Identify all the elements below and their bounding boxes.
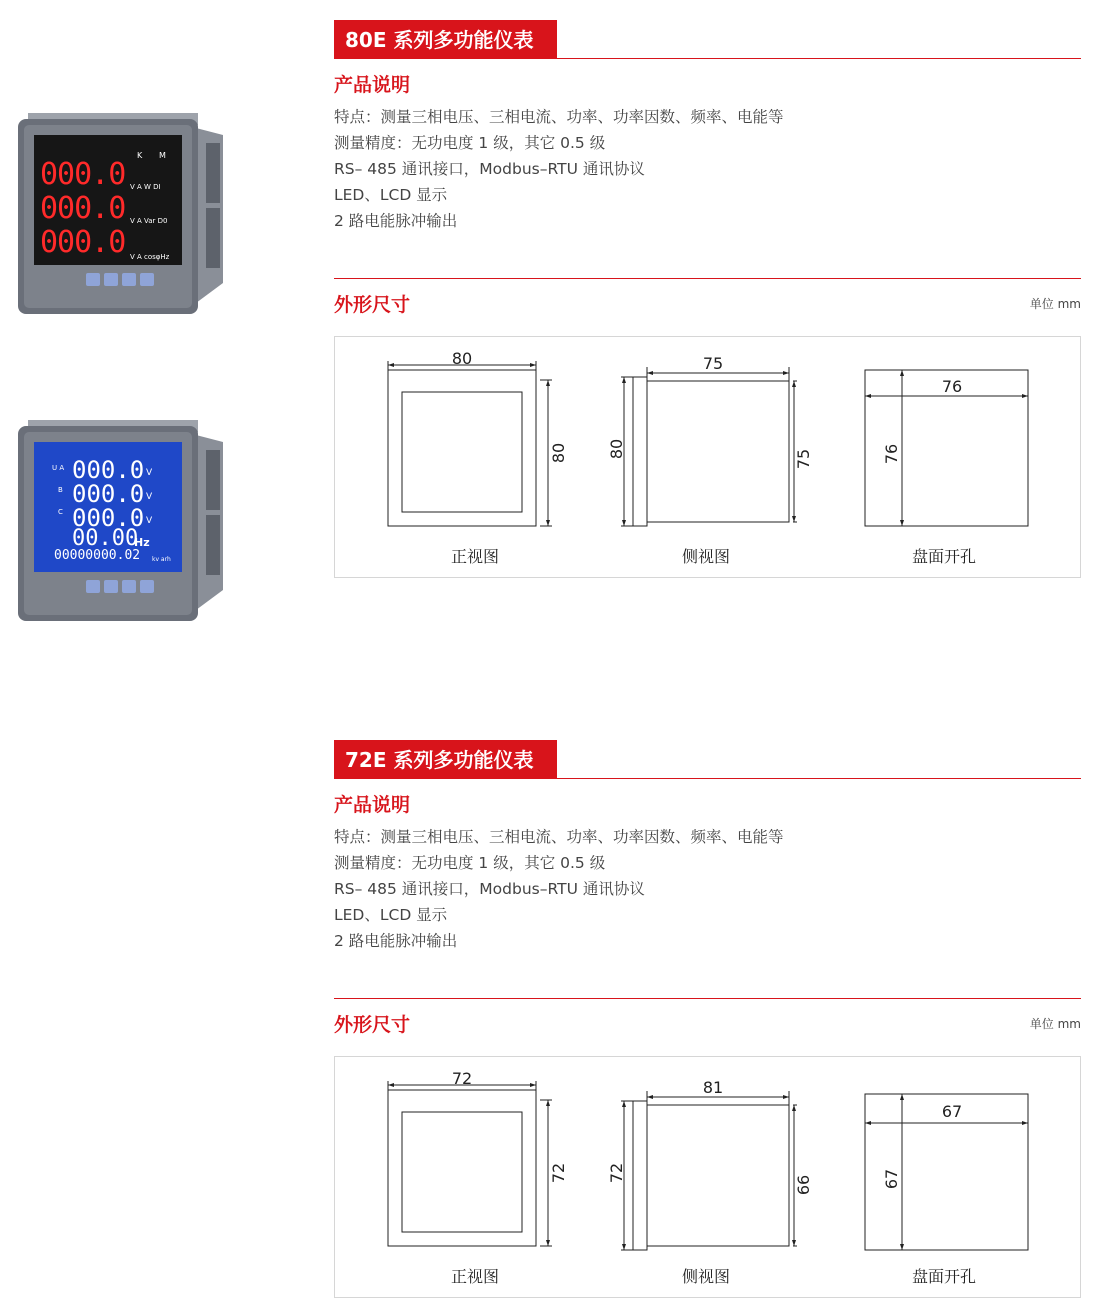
feature-list (334, 104, 784, 234)
lcd-digits-row-2: 000.0 (72, 480, 145, 508)
cutout-caption: 盘面开孔 (912, 547, 977, 566)
side-view-body (647, 1105, 789, 1246)
unit-label: 单位 mm (1029, 1017, 1081, 1031)
description-heading: 产品说明 (334, 794, 411, 816)
side-depth-label: 75 (702, 354, 724, 373)
series-title-80e (334, 20, 1081, 58)
side-depth-label: 81 (702, 1078, 724, 1097)
series-title-80e-label: 80E 系列多功能仪表 (334, 20, 557, 58)
lcd-phase-label-c: C (58, 508, 63, 516)
front-view-caption: 正视图 (451, 1267, 500, 1286)
series-title-rule (334, 58, 1081, 59)
series-title-72e-label: 72E 系列多功能仪表 (334, 740, 557, 778)
lcd-frequency-value: 00.00 (72, 526, 139, 551)
lcd-unit-row-1: V (146, 468, 153, 478)
feature-item: RS– 485 通讯接口，Modbus–RTU 通讯协议 (334, 160, 645, 178)
side-body-height-label: 66 (794, 1174, 813, 1196)
front-view-outline (388, 1090, 536, 1246)
side-view-caption: 侧视图 (682, 547, 731, 566)
cutout-width-label: 76 (941, 377, 963, 396)
led-digits-row-2: 000.0 (40, 191, 126, 226)
lcd-meter-image (18, 420, 223, 620)
lcd-unit-row-2: V (146, 492, 153, 502)
side-panel-height-label: 80 (607, 438, 626, 460)
lcd-energy-unit: kv arh (152, 556, 171, 563)
front-view-caption: 正视图 (451, 547, 500, 566)
led-unit-row-1: V A W DI (130, 183, 161, 191)
series-title-72e (334, 740, 1081, 778)
feature-item: RS– 485 通讯接口，Modbus–RTU 通讯协议 (334, 880, 645, 898)
cutout-height-label: 67 (882, 1168, 901, 1190)
led-indicator-m: M (159, 151, 166, 160)
feature-item: 特点：测量三相电压、三相电流、功率、功率因数、频率、电能等 (334, 108, 784, 126)
side-view-panel (633, 1101, 647, 1250)
side-view-panel (633, 377, 647, 526)
front-view-outline (388, 370, 536, 526)
led-digits-row-1: 000.0 (40, 157, 126, 192)
series-title-rule (334, 778, 1081, 779)
side-view-caption: 侧视图 (682, 1267, 731, 1286)
lcd-frequency-unit: Hz (134, 536, 150, 549)
side-body-height-label: 75 (794, 448, 813, 470)
feature-item: 2 路电能脉冲输出 (334, 212, 458, 230)
led-meter-image (18, 113, 223, 313)
front-view-window (402, 392, 522, 512)
front-width-label: 72 (451, 1069, 473, 1088)
front-view-window (402, 1112, 522, 1232)
cutout-width-label: 67 (941, 1102, 963, 1121)
feature-item: 2 路电能脉冲输出 (334, 932, 458, 950)
lcd-digits-row-3: 000.0 (72, 504, 145, 532)
lcd-energy-value: 00000000.02 (54, 548, 141, 563)
front-height-label: 80 (549, 442, 568, 464)
feature-item: 测量精度：无功电度 1 级，其它 0.5 级 (334, 134, 606, 152)
lcd-unit-row-3: V (146, 516, 153, 526)
front-width-label: 80 (451, 349, 473, 368)
feature-item: 特点：测量三相电压、三相电流、功率、功率因数、频率、电能等 (334, 828, 784, 846)
led-unit-row-3: V A cosφHz (130, 253, 170, 261)
feature-item: 测量精度：无功电度 1 级，其它 0.5 级 (334, 854, 606, 872)
cutout-caption: 盘面开孔 (912, 1267, 977, 1286)
lcd-phase-label-a: U A (52, 464, 65, 472)
dimension-drawings (334, 1056, 1081, 1298)
dimensions-heading: 外形尺寸 (334, 1014, 411, 1036)
section-divider (334, 278, 1081, 279)
led-digits-row-3: 000.0 (40, 225, 126, 260)
side-panel-height-label: 72 (607, 1162, 626, 1184)
feature-list (334, 824, 784, 954)
dimensions-heading: 外形尺寸 (334, 294, 411, 316)
section-divider (334, 998, 1081, 999)
description-heading: 产品说明 (334, 74, 411, 96)
dimension-drawings (334, 336, 1081, 578)
lcd-phase-label-b: B (58, 486, 63, 494)
lcd-digits-row-1: 000.0 (72, 456, 145, 484)
front-height-label: 72 (549, 1162, 568, 1184)
unit-label: 单位 mm (1029, 297, 1081, 311)
led-indicator-k: K (137, 151, 143, 160)
cutout-height-label: 76 (882, 443, 901, 465)
side-view-body (647, 381, 789, 522)
feature-item: LED、LCD 显示 (334, 906, 448, 924)
led-unit-row-2: V A Var D0 (130, 217, 168, 225)
feature-item: LED、LCD 显示 (334, 186, 448, 204)
